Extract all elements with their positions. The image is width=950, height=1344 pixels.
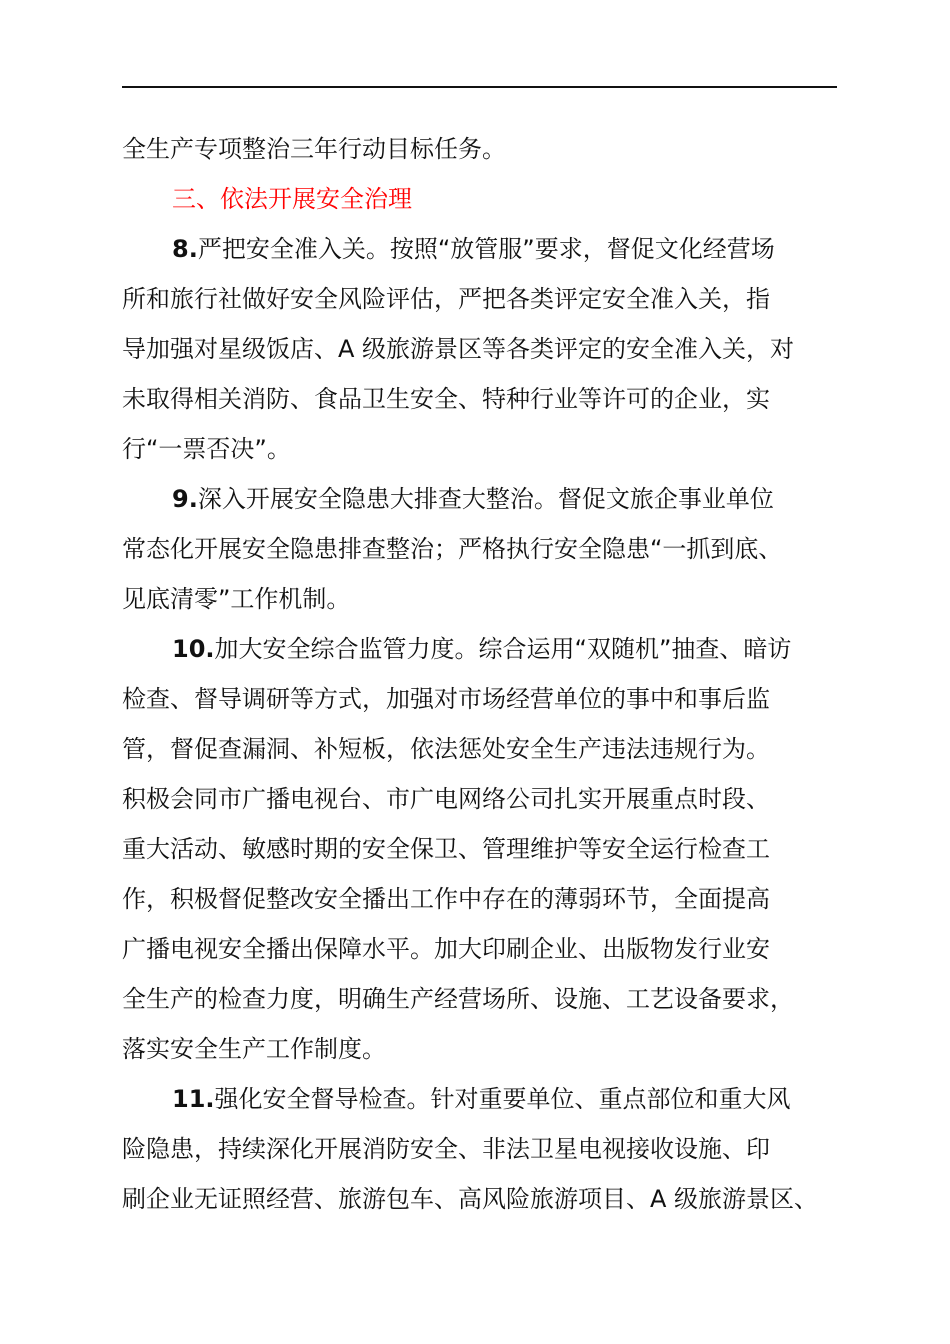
item-10-line-7: 广播电视安全播出保障水平。加大印刷企业、出版物发行业安 bbox=[122, 935, 770, 963]
item-8-text: 严把安全准入关。按照“放管服”要求，督促文化经营场 bbox=[197, 235, 775, 263]
item-10-line-9: 落实安全生产工作制度。 bbox=[122, 1035, 386, 1063]
item-9-line-1 bbox=[172, 482, 774, 516]
item-8-number: 8. bbox=[172, 235, 198, 263]
item-11-line-1 bbox=[172, 1082, 791, 1116]
item-10-line-2: 检查、督导调研等方式，加强对市场经营单位的事中和事后监 bbox=[122, 685, 770, 713]
item-10-line-8: 全生产的检查力度，明确生产经营场所、设施、工艺设备要求， bbox=[122, 985, 794, 1013]
item-9-line-3: 见底清零”工作机制。 bbox=[122, 585, 351, 613]
item-8-line-4: 未取得相关消防、食品卫生安全、特种行业等许可的企业，实 bbox=[122, 385, 770, 413]
item-10-line-5: 重大活动、敏感时期的安全保卫、管理维护等安全运行检查工 bbox=[122, 835, 770, 863]
item-8-line-1 bbox=[172, 232, 775, 266]
item-10-line-4: 积极会同市广播电视台、市广电网络公司扎实开展重点时段、 bbox=[122, 785, 770, 813]
item-8-line-3: 导加强对星级饭店、A 级旅游景区等各类评定的安全准入关，对 bbox=[122, 335, 795, 363]
item-10-line-3: 管，督促查漏洞、补短板，依法惩处安全生产违法违规行为。 bbox=[122, 735, 770, 763]
item-11-text: 强化安全督导检查。针对重要单位、重点部位和重大风 bbox=[214, 1085, 791, 1113]
item-10-number: 10. bbox=[172, 635, 215, 663]
item-9-number: 9. bbox=[172, 485, 198, 513]
item-9-text: 深入开展安全隐患大排查大整治。督促文旅企事业单位 bbox=[197, 485, 774, 513]
item-10-line-1 bbox=[172, 632, 791, 666]
item-10-text: 加大安全综合监管力度。综合运用“双随机”抽查、暗访 bbox=[214, 635, 792, 663]
item-8-line-2: 所和旅行社做好安全风险评估，严把各类评定安全准入关，指 bbox=[122, 285, 770, 313]
intro-line: 全生产专项整治三年行动目标任务。 bbox=[122, 135, 506, 163]
item-9-line-2: 常态化开展安全隐患排查整治；严格执行安全隐患“一抓到底、 bbox=[122, 535, 783, 563]
item-10-line-6: 作，积极督促整改安全播出工作中存在的薄弱环节，全面提高 bbox=[122, 885, 770, 913]
item-8-line-5: 行“一票否决”。 bbox=[122, 435, 291, 463]
header-rule bbox=[122, 86, 837, 88]
section-heading: 三、依法开展安全治理 bbox=[172, 185, 412, 213]
item-11-line-3: 刷企业无证照经营、旅游包车、高风险旅游项目、A 级旅游景区、 bbox=[122, 1185, 819, 1213]
item-11-number: 11. bbox=[172, 1085, 215, 1113]
item-11-line-2: 险隐患，持续深化开展消防安全、非法卫星电视接收设施、印 bbox=[122, 1135, 770, 1163]
